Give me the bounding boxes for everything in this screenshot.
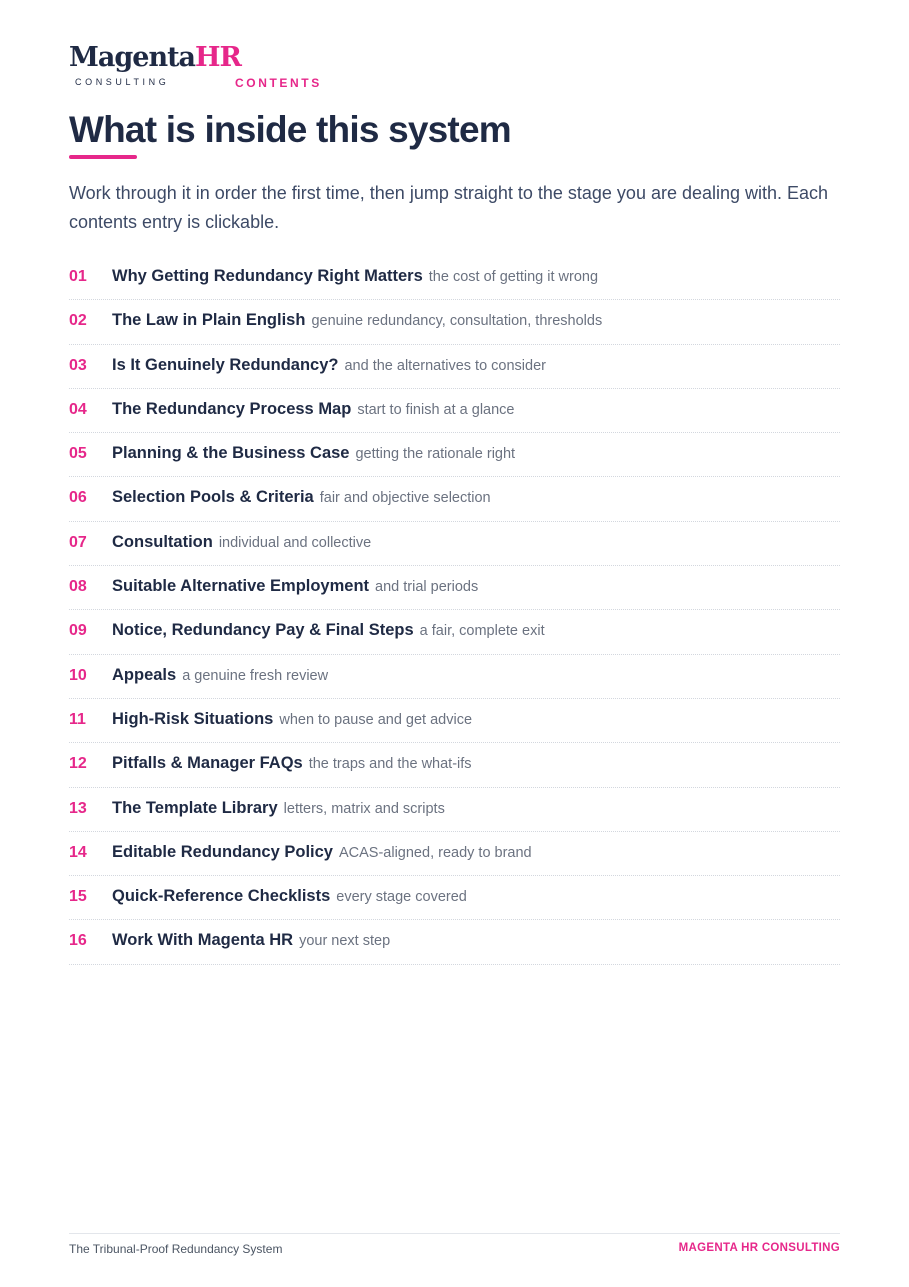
contents-entry-title: The Template Library — [112, 798, 278, 817]
contents-entry-number: 04 — [69, 400, 87, 418]
contents-entry-number: 03 — [69, 356, 87, 374]
contents-entry-title: Suitable Alternative Employment — [112, 577, 370, 596]
contents-entry-13[interactable] — [69, 788, 840, 832]
contents-entry-number: 08 — [69, 578, 87, 596]
contents-entry-text — [112, 887, 467, 906]
contents-entry-15[interactable] — [69, 876, 840, 920]
contents-entry-text — [112, 356, 546, 375]
contents-entry-08[interactable] — [69, 566, 840, 610]
contents-entry-title: Appeals — [112, 665, 177, 684]
contents-entry-description: letters, matrix and scripts — [283, 800, 445, 817]
title-underline — [69, 155, 137, 159]
contents-entry-title: High-Risk Situations — [112, 709, 274, 728]
contents-entry-text — [112, 754, 472, 773]
contents-entry-text — [112, 843, 532, 862]
contents-entry-title: Planning & the Business Case — [112, 444, 350, 463]
contents-entry-title: Consultation — [112, 532, 213, 551]
section-label: CONTENTS — [235, 76, 322, 90]
contents-entry-title: Pitfalls & Manager FAQs — [112, 754, 303, 773]
contents-entry-10[interactable] — [69, 655, 840, 699]
contents-entry-04[interactable] — [69, 389, 840, 433]
contents-entry-text — [112, 931, 390, 950]
contents-entry-description: and the alternatives to consider — [344, 357, 546, 374]
footer-brand: MAGENTA HR CONSULTING — [678, 1242, 840, 1254]
contents-entry-text — [112, 311, 602, 330]
contents-entry-number: 15 — [69, 888, 87, 906]
contents-page — [69, 0, 840, 1287]
contents-entry-number: 14 — [69, 843, 87, 861]
contents-entry-12[interactable] — [69, 743, 840, 787]
contents-entry-title: Quick-Reference Checklists — [112, 887, 331, 906]
contents-entry-description: individual and collective — [218, 534, 372, 551]
intro-paragraph: Work through it in order the first time, then jump straight to the stage you are dealing with. Each contents entry is clickable. — [69, 183, 829, 232]
contents-entry-description: when to pause and get advice — [279, 711, 473, 728]
contents-entry-title: The Law in Plain English — [112, 311, 306, 330]
contents-entry-number: 13 — [69, 799, 87, 817]
contents-entry-11[interactable] — [69, 699, 840, 743]
contents-entry-02[interactable] — [69, 300, 840, 344]
contents-entry-number: 06 — [69, 489, 87, 507]
contents-entry-06[interactable] — [69, 477, 840, 521]
contents-entry-16[interactable] — [69, 920, 840, 964]
contents-entry-title: The Redundancy Process Map — [112, 399, 352, 418]
contents-entry-title: Selection Pools & Criteria — [112, 488, 314, 507]
contents-entry-description: genuine redundancy, consultation, thresholds — [311, 313, 603, 330]
contents-entry-description: every stage covered — [336, 889, 467, 906]
footer-document-title: The Tribunal-Proof Redundancy System — [69, 1242, 283, 1256]
contents-entry-text — [112, 577, 478, 596]
contents-entry-description: the traps and the what-ifs — [308, 756, 472, 773]
logo-name-main: Magenta — [69, 42, 196, 73]
contents-entry-number: 12 — [69, 755, 87, 773]
contents-entry-text — [112, 799, 445, 818]
contents-entry-text — [112, 267, 598, 286]
contents-entry-01[interactable] — [69, 256, 840, 300]
contents-entry-description: getting the rationale right — [355, 446, 516, 463]
contents-entry-number: 11 — [69, 710, 86, 728]
contents-entry-title: Is It Genuinely Redundancy? — [112, 355, 339, 374]
contents-entry-title: Editable Redundancy Policy — [112, 842, 333, 861]
contents-entry-text — [112, 710, 472, 729]
contents-entry-text — [112, 533, 371, 552]
contents-entry-09[interactable] — [69, 610, 840, 654]
contents-entry-03[interactable] — [69, 345, 840, 389]
contents-entry-text — [112, 400, 515, 419]
logo-name-accent: HR — [195, 42, 241, 73]
logo-wordmark — [69, 42, 241, 74]
contents-entry-description: your next step — [299, 933, 391, 950]
contents-entry-number: 05 — [69, 445, 87, 463]
contents-entry-text — [112, 444, 515, 463]
contents-entry-number: 01 — [69, 268, 87, 285]
contents-entry-description: the cost of getting it wrong — [428, 269, 599, 285]
contents-entry-description: start to finish at a glance — [357, 401, 515, 418]
contents-entry-description: a fair, complete exit — [419, 623, 545, 640]
contents-entry-14[interactable] — [69, 832, 840, 876]
contents-entry-text — [112, 666, 328, 685]
contents-entry-number: 07 — [69, 533, 87, 551]
page-title: What is inside this system — [69, 109, 511, 150]
footer-divider — [69, 1233, 840, 1234]
contents-entry-description: fair and objective selection — [319, 490, 491, 507]
contents-entry-number: 10 — [69, 666, 87, 684]
contents-entry-number: 09 — [69, 622, 87, 640]
contents-entry-description: a genuine fresh review — [182, 667, 329, 684]
contents-entry-description: and trial periods — [375, 579, 479, 596]
contents-entry-07[interactable] — [69, 522, 840, 566]
contents-entry-title: Work With Magenta HR — [112, 931, 294, 950]
contents-entry-title: Notice, Redundancy Pay & Final Steps — [112, 621, 414, 640]
contents-entry-number: 02 — [69, 312, 87, 330]
contents-entry-description: ACAS-aligned, ready to brand — [338, 844, 532, 861]
contents-entry-text — [112, 621, 545, 640]
logo-tagline: CONSULTING — [75, 77, 170, 87]
brand-logo — [69, 42, 241, 87]
contents-entry-text — [112, 488, 491, 507]
contents-entry-title: Why Getting Redundancy Right Matters — [112, 267, 423, 285]
contents-entry-05[interactable] — [69, 433, 840, 477]
contents-entry-number: 16 — [69, 932, 87, 950]
contents-list — [69, 256, 840, 965]
